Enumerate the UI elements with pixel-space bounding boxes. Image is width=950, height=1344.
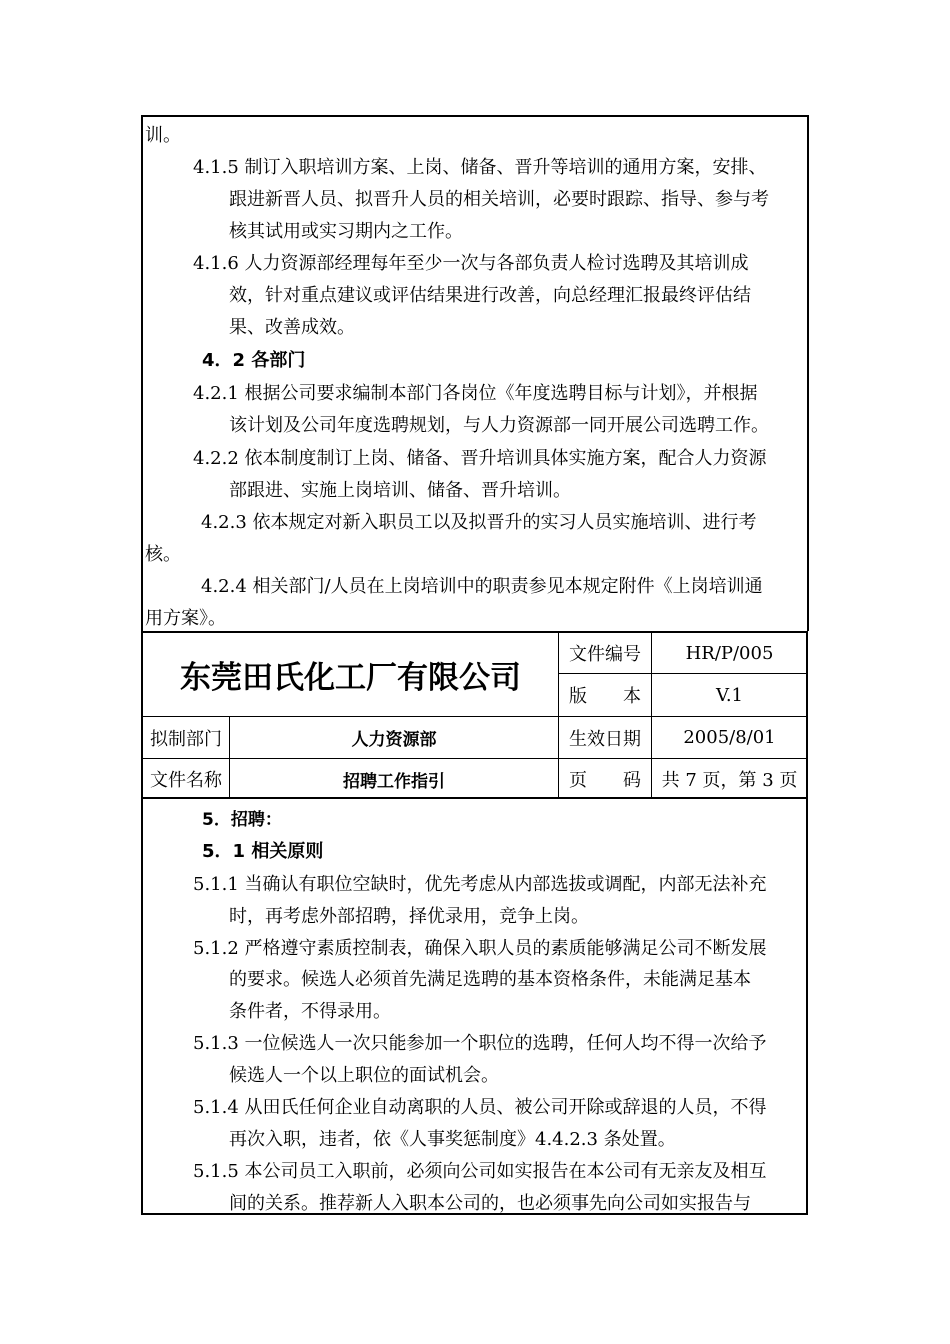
text-line: 5.1.2 严格遵守素质控制表，确保入职人员的素质能够满足公司不断发展 xyxy=(193,938,767,959)
section-heading: 5．1 相关原则 xyxy=(202,841,324,862)
doc-number: HR/P/005 xyxy=(685,642,774,664)
page-number: 共 7 页，第 3 页 xyxy=(661,770,798,791)
page-label: 页 码 xyxy=(569,770,641,791)
text-line: 核。 xyxy=(145,544,181,565)
text-line: 再次入职，违者，依《人事奖惩制度》4.4.2.3 条处置。 xyxy=(229,1129,676,1150)
text-line: 效，针对重点建议或评估结果进行改善，向总经理汇报最终评估结 xyxy=(229,285,751,306)
text-line: 5.1.4 从田氏任何企业自动离职的人员、被公司开除或辞退的人员，不得 xyxy=(193,1097,767,1118)
company-name: 东莞田氏化工厂有限公司 xyxy=(180,660,521,696)
text-line: 跟进新晋人员、拟晋升人员的相关培训，必要时跟踪、指导、参与考 xyxy=(229,189,769,210)
version-label: 版 本 xyxy=(569,686,641,707)
section-heading: 4．2 各部门 xyxy=(202,350,306,371)
text-line: 果、改善成效。 xyxy=(229,317,355,338)
effective-date: 2005/8/01 xyxy=(683,727,776,748)
text-line: 条件者，不得录用。 xyxy=(229,1001,391,1022)
text-line: 用方案》。 xyxy=(145,608,226,629)
text-line: 部跟进、实施上岗培训、储备、晋升培训。 xyxy=(229,480,571,501)
text-line: 4.1.5 制订入职培训方案、上岗、储备、晋升等培训的通用方案，安排、 xyxy=(193,157,767,178)
text-line: 5.1.1 当确认有职位空缺时，优先考虑从内部选拔或调配，内部无法补充 xyxy=(193,874,767,895)
text-line: 4.2.4 相关部门/人员在上岗培训中的职责参见本规定附件《上岗培训通 xyxy=(201,576,763,597)
text-line: 候选人一个以上职位的面试机会。 xyxy=(229,1065,499,1086)
text-line: 4.2.3 依本规定对新入职员工以及拟晋升的实习人员实施培训、进行考 xyxy=(201,512,757,533)
section-heading: 5．招聘： xyxy=(202,810,282,830)
text-line: 时，再考虑外部招聘，择优录用，竞争上岗。 xyxy=(229,906,589,927)
text-line: 4.2.2 依本制度制订上岗、储备、晋升培训具体实施方案，配合人力资源 xyxy=(193,448,767,469)
doc-number-label: 文件编号 xyxy=(569,644,641,665)
text-line: 训。 xyxy=(145,125,181,146)
text-line: 该计划及公司年度选聘规划，与人力资源部一同开展公司选聘工作。 xyxy=(229,415,769,436)
version: V.1 xyxy=(715,684,744,706)
dept-value: 人力资源部 xyxy=(351,730,437,750)
text-line: 4.2.1 根据公司要求编制本部门各岗位《年度选聘目标与计划》，并根据 xyxy=(193,383,758,404)
text-line: 核其试用或实习期内之工作。 xyxy=(229,221,463,242)
text-line: 4.1.6 人力资源部经理每年至少一次与各部负责人检讨选聘及其培训成 xyxy=(193,253,749,274)
text-line: 5.1.3 一位候选人一次只能参加一个职位的选聘，任何人均不得一次给予 xyxy=(193,1033,767,1054)
text-line: 的要求。候选人必须首先满足选聘的基本资格条件，未能满足基本 xyxy=(229,969,751,990)
doc-name: 招聘工作指引 xyxy=(343,771,445,792)
doc-name-label: 文件名称 xyxy=(150,770,222,791)
dept-label: 拟制部门 xyxy=(150,728,222,750)
effective-label: 生效日期 xyxy=(569,728,641,750)
text-line: 间的关系。推荐新人入职本公司的，也必须事先向公司如实报告与 xyxy=(229,1193,751,1214)
text-line: 5.1.5 本公司员工入职前，必须向公司如实报告在本公司有无亲友及相互 xyxy=(193,1161,767,1182)
